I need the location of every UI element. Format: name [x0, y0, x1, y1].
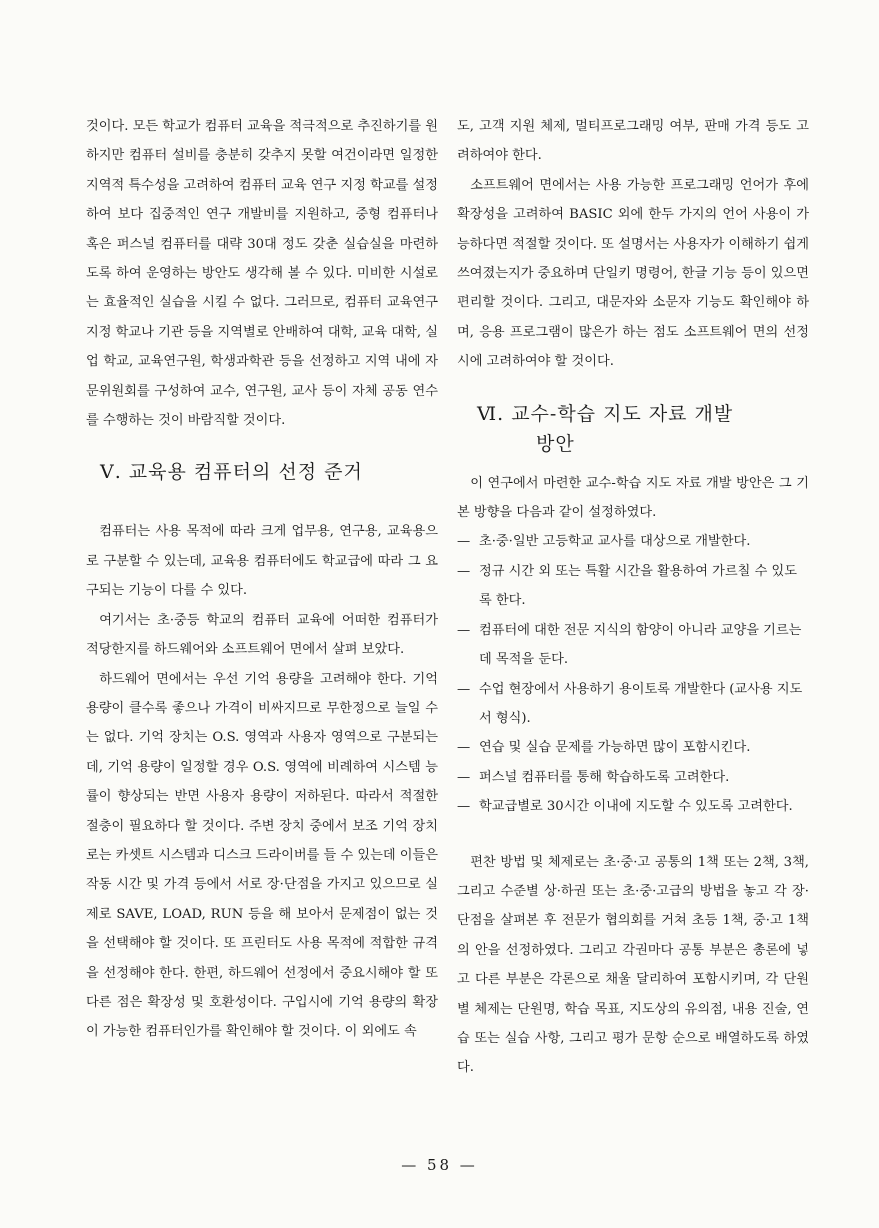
list-item-text: 초·중·일반 고등학교 교사를 대상으로 개발한다. [479, 534, 751, 550]
paragraph: 도, 고객 지원 체제, 멀티프로그래밍 여부, 판매 가격 등도 고려하여야 한다. [457, 119, 809, 164]
paragraph: 소프트웨어 면에서는 사용 가능한 프로그래밍 언어가 후에 확장성을 고려하여 BASIC 외에 한두 가지의 언어 사용이 가능하다면 적절할 것이다. 또 설명서는 사용자가 이해하기 쉽게 쓰여졌는지가 중요하며 단일키 명령어, 한글 기능 등이 있으면 편리할 것이다. 그리고, 대문자와 소문자 기능도 확인해야 하며, 응용 프로그램이 많은가 하는 점도 소프트웨어 면의 선정시에 고려하여야 할 것이다. [457, 177, 810, 370]
paragraph: 이 연구에서 마련한 교수-학습 지도 자료 개발 방안은 그 기본 방향을 다음과 같이 설정하였다. [457, 475, 809, 521]
paragraph: 하드웨어 면에서는 우선 기억 용량을 고려해야 한다. 기억 용량이 클수록 좋으나 가격이 비싸지므로 무한정으로 늘일 수는 없다. 기억 장치는 O.S. 영역과 사용자 영역으로 구분되는데, 기억 용량이 일정할 경우 O.S. 영역에 비례하여 시스템 능률이 향상되는 반면 사용자 용량이 저하된다. 따라서 적절한 절충이 필요하다 할 것이다. 주변 장치 중에서 보조 기억 장치로는 카셋트 시스템과 디스크 드라이버를 들 수 있는데 이들은 작동 시간 및 가격 등에서 서로 장·단점을 가지고 있으므로 실제로 SAVE, LOAD, RUN 등을 해 보아서 문제점이 없는 것을 선택해야 할 것이다. 또 프린터도 사용 목적에 적합한 규격을 선정해야 한다. 한편, 하드웨어 선정에서 중요시해야 할 또 다른 점은 확장성 및 호환성이다. 구입시에 기억 용량의 확장이 가능한 컴퓨터인가를 확인해야 할 것이다. 이 외에도 속 [86, 671, 439, 1040]
list-item-text: 퍼스널 컴퓨터를 통해 학습하도록 고려한다. [479, 769, 730, 785]
dash-marker: — [457, 563, 471, 579]
dash-marker: — [457, 769, 471, 785]
paragraph: 편찬 방법 및 체제로는 초·중·고 공통의 1책 또는 2책, 3책, 그리고 수준별 상·하권 또는 초·중·고급의 방법을 놓고 각 장·단점을 살펴본 후 전문가 협의회를 거쳐 초등 1책, 중·고 1책의 안을 선정하였다. 그리고 각권마다 공통 부분은 총론에 넣고 다른 부분은 각론으로 채울 달리하여 포함시키며, 각 단원별 체제는 단원명, 학습 목표, 지도상의 유의점, 내용 진술, 연습 또는 실습 사항, 그리고 평가 문항 순으로 배열하도록 하였다. [457, 854, 809, 1076]
list-item [457, 675, 809, 734]
list-item [457, 527, 809, 556]
paragraph: 여기서는 초·중등 학교의 컴퓨터 교육에 어떠한 컴퓨터가 적당한지를 하드웨어와 소프트웨어 면에서 살펴 보았다. [86, 612, 438, 658]
section-heading [477, 399, 809, 459]
left-column [86, 112, 438, 1047]
list-item-text: 정규 시간 외 또는 특활 시간을 활용하여 가르칠 수 있도록 한다. [479, 563, 797, 609]
spacer [457, 822, 809, 848]
section-heading-line2: 방안 [536, 432, 575, 455]
list-item [457, 763, 809, 792]
guideline-list [457, 527, 809, 821]
paragraph: 것이다. 모든 학교가 컴퓨터 교육을 적극적으로 추진하기를 원하지만 컴퓨터 설비를 충분히 갖추지 못할 여건이라면 일정한 지역적 특수성을 고려하여 컴퓨터 교육 연구 지정 학교를 설정하여 보다 집중적인 연구 개발비를 지원하고, 중형 컴퓨터나 혹은 퍼스널 컴퓨터를 대략 30대 정도 갖춘 실습실을 마련하도록 하여 운영하는 방안도 생각해 볼 수 있다. 미비한 시설로는 효율적인 실습을 시킬 수 없다. 그러므로, 컴퓨터 교육연구 지정 학교나 기관 등을 지역별로 안배하여 대학, 교육 대학, 실업 학교, 교육연구원, 학생과학관 등을 선정하고 지역 내에 자문위원회를 구성하여 교수, 연구원, 교사 등이 자체 공동 연수를 수행하는 것이 바람직할 것이다. [86, 119, 439, 429]
dash-marker: — [457, 799, 471, 815]
dash-marker: — [457, 740, 471, 756]
paragraph: 컴퓨터는 사용 목적에 따라 크게 업무용, 연구용, 교육용으로 구분할 수 있는데, 교육용 컴퓨터에도 학교급에 따라 그 요구되는 기능이 다를 수 있다. [86, 524, 438, 599]
dash-marker: — [457, 681, 471, 697]
dash-marker: — [457, 622, 471, 638]
list-item [457, 616, 809, 675]
list-item-text: 수업 현장에서 사용하기 용이토록 개발한다 (교사용 지도서 형식). [479, 681, 803, 726]
dash-marker: — [457, 534, 471, 550]
list-item-text: 학교급별로 30시간 이내에 지도할 수 있도록 고려한다. [479, 799, 793, 815]
right-column [457, 112, 809, 1083]
section-heading-line1: Ⅵ. 교수-학습 지도 자료 개발 [477, 402, 734, 425]
page-number: — 58 — [401, 1156, 478, 1174]
list-item-text: 컴퓨터에 대한 전문 지식의 함양이 아니라 교양을 기르는데 목적을 둔다. [479, 622, 802, 668]
section-heading: Ⅴ. 교육용 컴퓨터의 선정 준거 [100, 461, 363, 484]
list-item [457, 733, 809, 762]
list-item [457, 792, 809, 821]
list-item [457, 557, 809, 616]
list-item-text: 연습 및 실습 문제를 가능하면 많이 포함시킨다. [479, 740, 751, 756]
